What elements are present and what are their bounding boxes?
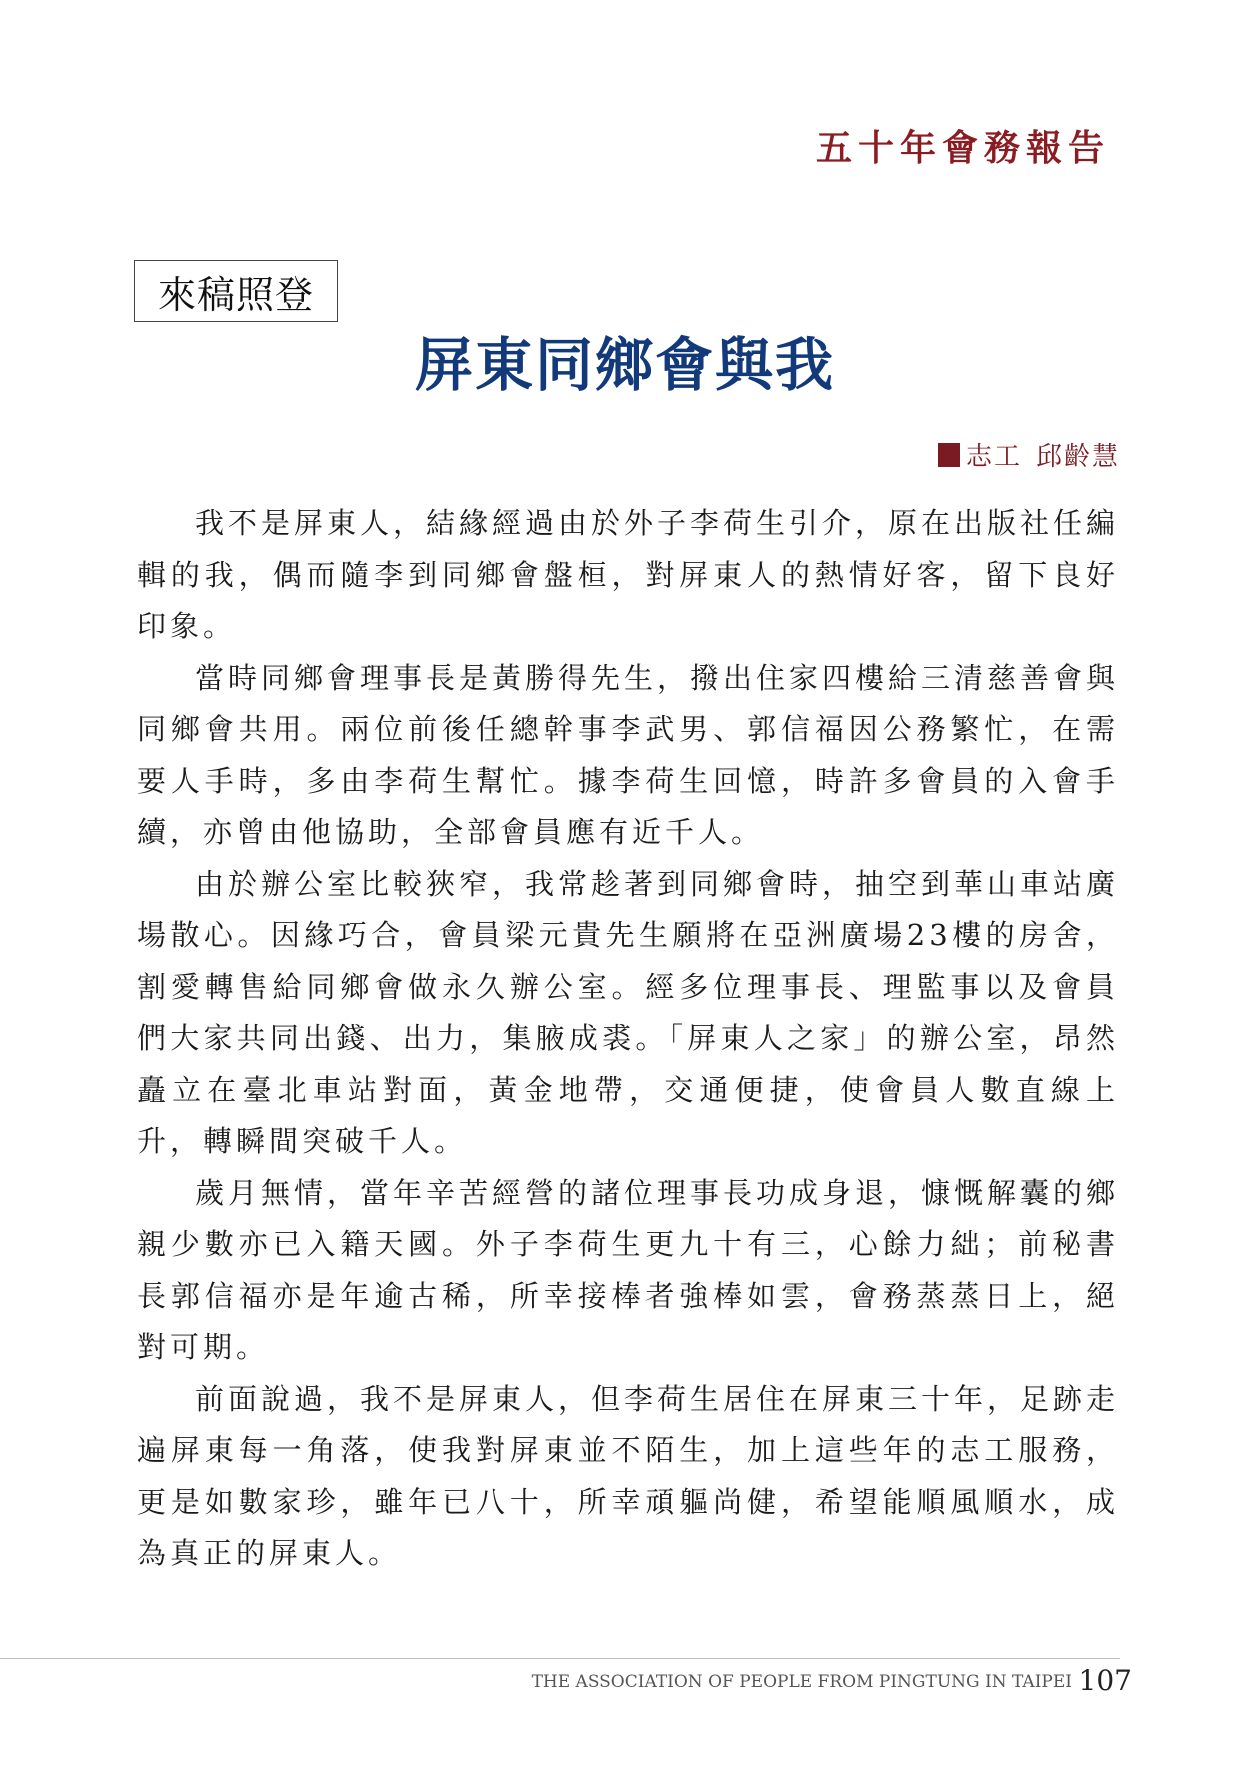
byline-role: 志工 <box>965 442 1022 472</box>
paragraph: 當時同鄉會理事長是黃勝得先生，撥出住家四樓給三清慈善會與同鄉會共用。兩位前後任總幹事李武男、郭信福因公務繁忙，在需要人手時，多由李荷生幫忙。據李荷生回憶，時許多會員的入會手續，亦曾由他協助，全部會員應有近千人。 <box>137 660 1120 849</box>
paragraph: 由於辦公室比較狹窄，我常趁著到同鄉會時，抽空到華山車站廣場散心。因緣巧合，會員梁元貴先生願將在亞洲廣場23樓的房舍，割愛轉售給同鄉會做永久辦公室。經多位理事長、理監事以及會員們大家共同出錢、出力，集腋成裘。「屏東人之家」的辦公室，昂然矗立在臺北車站對面，黃金地帶，交通便捷，使會員人數直線上升，轉瞬間突破千人。 <box>137 866 1120 1158</box>
page-number: 107 <box>1078 1664 1132 1697</box>
article-title: 屏東同鄉會與我 <box>414 331 835 399</box>
paragraph: 前面說過，我不是屏東人，但李荷生居住在屏東三十年，足跡走遍屏東每一角落，使我對屏東並不陌生，加上這些年的志工服務，更是如數家珍，雖年已八十，所幸頑軀尚健，希望能順風順水，成為真正的屏東人。 <box>137 1381 1120 1570</box>
footer-divider <box>0 1658 1120 1659</box>
article-body <box>137 498 1119 1580</box>
footer-organization: THE ASSOCIATION OF PEOPLE FROM PINGTUNG IN TAIPEI <box>531 1672 1072 1692</box>
byline-author: 邱齡慧 <box>1035 442 1120 472</box>
section-header: 五十年會務報告 <box>815 127 1110 169</box>
byline <box>938 436 1120 473</box>
paragraph: 歲月無情，當年辛苦經營的諸位理事長功成身退，慷慨解囊的鄉親少數亦已入籍天國。外子李荷生更九十有三，心餘力絀；前秘書長郭信福亦是年逾古稀，所幸接棒者強棒如雲，會務蒸蒸日上，絕對可期。 <box>137 1175 1120 1364</box>
paragraph: 我不是屏東人，結緣經過由於外子李荷生引介，原在出版社任編輯的我，偶而隨李到同鄉會盤桓，對屏東人的熱情好客，留下良好印象。 <box>137 506 1120 643</box>
byline-marker-icon <box>938 443 960 467</box>
category-label: 來稿照登 <box>134 260 338 322</box>
